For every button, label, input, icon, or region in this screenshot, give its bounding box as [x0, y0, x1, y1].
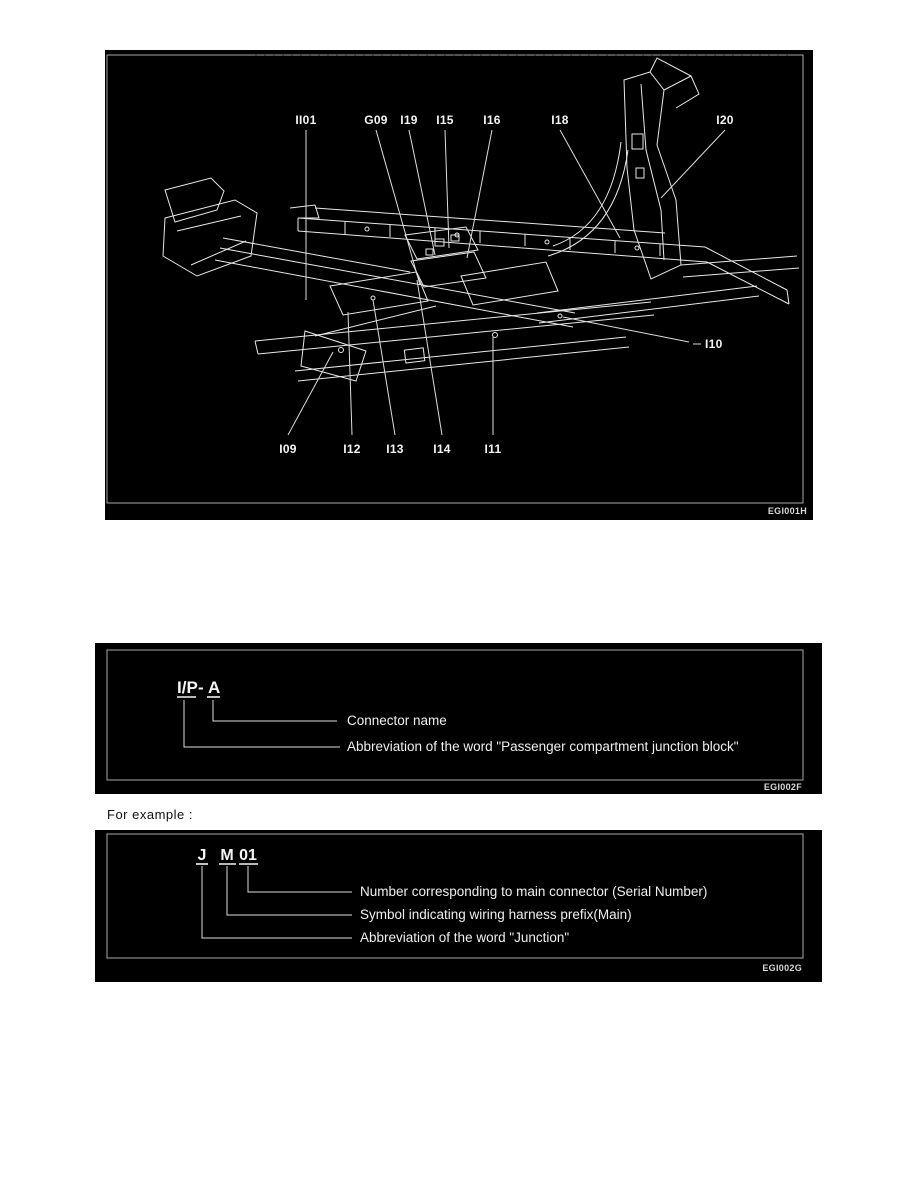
- connector-location-diagram: [105, 50, 813, 520]
- term-a: A: [208, 678, 221, 697]
- connector-label-i09: I09: [279, 442, 297, 456]
- jm01-example-diagram: [95, 830, 822, 982]
- connector-label-i11: I11: [484, 442, 502, 456]
- connector-label-i13: I13: [386, 442, 404, 456]
- connector-label-ii01: II01: [295, 113, 317, 127]
- figure-connector-locations: [105, 50, 813, 520]
- ip-naming-diagram: [95, 643, 822, 794]
- figure-inner-border: [107, 650, 803, 780]
- figure-jm01-example: [95, 830, 822, 982]
- connector-label-i19: I19: [400, 113, 418, 127]
- callout-junction-abbreviation: Abbreviation of the word "Junction": [360, 930, 570, 945]
- figure-ip-naming: [95, 643, 822, 794]
- connector-label-i14: I14: [433, 442, 451, 456]
- connector-label-g09: G09: [364, 113, 388, 127]
- callout-serial-number: Number corresponding to main connector (Serial Number): [360, 884, 708, 899]
- term-ip: I/P: [177, 678, 198, 697]
- connector-label-i16: I16: [483, 113, 501, 127]
- callout-lines: [202, 866, 352, 938]
- figure1-code: EGI001H: [767, 506, 807, 516]
- connector-label-i15: I15: [436, 113, 454, 127]
- term-j: J: [197, 847, 207, 864]
- connector-label-i10: I10: [705, 337, 723, 351]
- callout-harness-prefix: Symbol indicating wiring harness prefix(Main): [360, 907, 632, 922]
- connector-label-i18: I18: [551, 113, 569, 127]
- connector-label-i12: I12: [343, 442, 361, 456]
- callout-ip-abbreviation: Abbreviation of the word "Passenger compartment junction block": [347, 739, 739, 754]
- term-hyphen: -: [198, 678, 204, 697]
- figure-inner-border: [107, 55, 803, 503]
- example-heading: For example :: [107, 807, 193, 822]
- figure3-code: EGI002G: [762, 963, 802, 973]
- connector-label-i20: I20: [716, 113, 734, 127]
- underbody-line-art: [163, 58, 799, 381]
- term-m: M: [220, 847, 234, 864]
- callout-connector-name: Connector name: [347, 713, 447, 728]
- figure2-code: EGI002F: [763, 782, 802, 792]
- term-01: 01: [239, 847, 257, 864]
- callout-lines: [184, 700, 340, 747]
